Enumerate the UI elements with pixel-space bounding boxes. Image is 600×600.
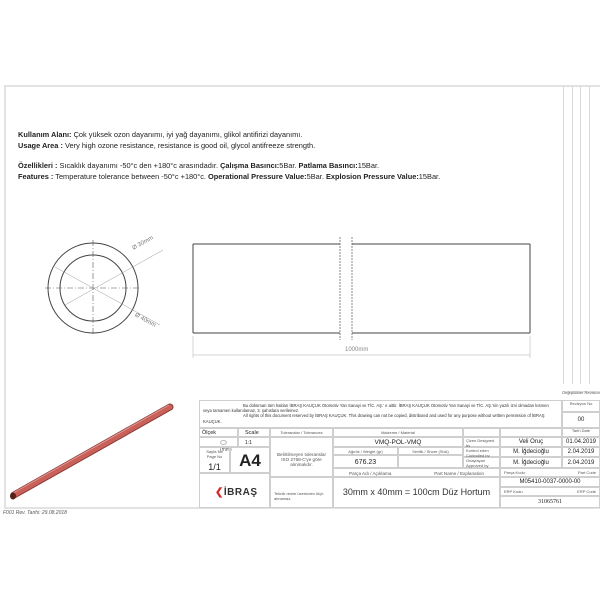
tolerance-text: Belirtilmeyen toleranslar ISO 2768-C'ye göre alınmalıdır. bbox=[270, 437, 333, 477]
text: 5Bar. bbox=[306, 172, 326, 181]
page-label: Sayfa No Page No bbox=[206, 449, 223, 459]
olcek-label: Ölçek bbox=[199, 428, 238, 437]
approved-label: Onaylayan Approved by bbox=[463, 457, 500, 468]
part-code: M05410-0037-0000-00 bbox=[500, 477, 600, 487]
hardness-label: Sertlik / Shore (ShA) bbox=[398, 447, 463, 455]
unit-text: (mm) bbox=[220, 447, 232, 453]
logo-text: ❮İBRAŞ bbox=[215, 487, 258, 498]
hardness-value bbox=[398, 455, 463, 468]
approved-date: 2.04.2019 bbox=[562, 457, 600, 468]
usage-tr bbox=[18, 130, 302, 139]
weight-label: Ağırlık / Weight (gr) bbox=[333, 447, 398, 455]
erp-tr-label: ERP Kodu bbox=[504, 489, 523, 494]
unit bbox=[199, 437, 238, 453]
text: Temperature tolerance between -50°c +180°c. bbox=[53, 172, 209, 181]
part-name: 30mm x 40mm = 100cm Düz Hortum bbox=[333, 477, 500, 508]
revision-line bbox=[589, 86, 590, 384]
label: Özellikleri : bbox=[18, 161, 58, 170]
controlled-date: 2.04.2019 bbox=[562, 447, 600, 457]
weight-value: 676.23 bbox=[333, 455, 398, 468]
logo bbox=[199, 473, 270, 508]
label: Usage Area : bbox=[18, 141, 63, 150]
label: Explosion Pressure Value: bbox=[325, 172, 419, 181]
blank-cell bbox=[463, 428, 500, 437]
features-en bbox=[18, 172, 440, 181]
text: Very high ozone resistance, resistance is good oil, glycol antifreeze strength. bbox=[62, 141, 316, 150]
scale-value: 1:1 bbox=[238, 437, 270, 447]
material-value: VMQ-POL-VMQ bbox=[333, 437, 463, 447]
form-revision-note: F001 Rev. Tarihi: 29.08.2018 bbox=[3, 510, 67, 516]
revision-no: 00 bbox=[562, 412, 600, 428]
erp-code: 31065761 bbox=[500, 496, 600, 508]
revision-line bbox=[572, 86, 573, 384]
designed-by: Veli Oruç bbox=[500, 437, 562, 447]
page-value: 1/1 bbox=[208, 462, 221, 472]
revision-line bbox=[563, 86, 564, 384]
approved-by: M. İğdecioğlu bbox=[500, 457, 562, 468]
controlled-by: M. İğdecioğlu bbox=[500, 447, 562, 457]
part-name-tr-label: Parça Adı / Açıklama bbox=[349, 471, 392, 476]
outer-diameter-label: Ø 40mm bbox=[133, 312, 157, 329]
label: Features : bbox=[18, 172, 54, 181]
controlled-label: Kontrol eden Controlled by bbox=[463, 447, 500, 457]
text: Sıcaklık dayanımı -50°c den +180°c arasındadır. bbox=[57, 161, 221, 170]
revision-header: Değişiklikler Revision bbox=[562, 390, 600, 395]
blank-cell bbox=[500, 428, 562, 437]
part-name-en-label: Part Name / Explanation bbox=[434, 471, 484, 476]
tolerance-label: Toleranslar / Tolerances bbox=[270, 428, 333, 437]
features-tr bbox=[18, 161, 379, 170]
text: 15Bar. bbox=[418, 172, 441, 181]
text: Çok yüksek ozon dayanımı, iyi yağ dayanımı, glikol antifirizi dayanımı. bbox=[71, 130, 303, 139]
label: Kullanım Alanı: bbox=[18, 130, 72, 139]
logo-wordmark: İBRAŞ bbox=[223, 487, 258, 498]
designed-date: 01.04.2019 bbox=[562, 437, 600, 447]
part-code-labels bbox=[500, 468, 600, 477]
label: Patlama Basıncı: bbox=[298, 161, 358, 170]
revision-no-label: Revizyon No bbox=[562, 400, 600, 412]
copyright-en: All rights of this document reserved by İBRAŞ KAUÇUK. This drawing can not be copied, distributed and used for any purpose without written permission of İBRAŞ KAUÇUK. bbox=[203, 413, 545, 424]
label: Operational Pressure Value: bbox=[208, 172, 307, 181]
text: 5Bar. bbox=[279, 161, 299, 170]
paper-size: A4 bbox=[230, 447, 270, 473]
part-name-labels bbox=[333, 468, 500, 477]
copyright-notice bbox=[199, 400, 562, 428]
scale-label: Scale bbox=[238, 428, 270, 437]
part-code-tr-label: Parça Kodu bbox=[504, 470, 525, 475]
text: 15Bar. bbox=[357, 161, 380, 170]
page-cell bbox=[199, 447, 230, 473]
designed-label: Çizen Designed by bbox=[463, 437, 500, 447]
revision-line bbox=[580, 86, 581, 384]
length-dimension: 1000mm bbox=[345, 347, 369, 353]
inner-diameter-label: Ø 30mm bbox=[131, 235, 155, 252]
hose-3d-view bbox=[0, 390, 200, 505]
side-view bbox=[170, 230, 540, 360]
label: Çalışma Basıncı: bbox=[220, 161, 280, 170]
date-label: Tarih Date bbox=[562, 428, 600, 437]
erp-labels bbox=[500, 487, 600, 496]
part-code-en-label: Part Code bbox=[577, 470, 596, 475]
erp-en-label: ERP Code bbox=[577, 489, 596, 494]
tech-note: Teknik resim üzerinden ölçü alınamaz. bbox=[270, 477, 333, 508]
copyright-tr: Bu doküman tüm hakları İBRAŞ KAUÇUK Otomotiv Yan Sanayi ve TİC. AŞ.' e aittir. İBRAŞ KAUÇUK Otomotiv Yan Sanayi ve TİC. AŞ.'nin yazılı izni olmadan kısmen veya tamamen kullanılamaz, 3. şahıslara verilemez. bbox=[203, 403, 549, 414]
usage-en bbox=[18, 141, 315, 150]
material-label: Malzeme / Material bbox=[333, 428, 463, 437]
